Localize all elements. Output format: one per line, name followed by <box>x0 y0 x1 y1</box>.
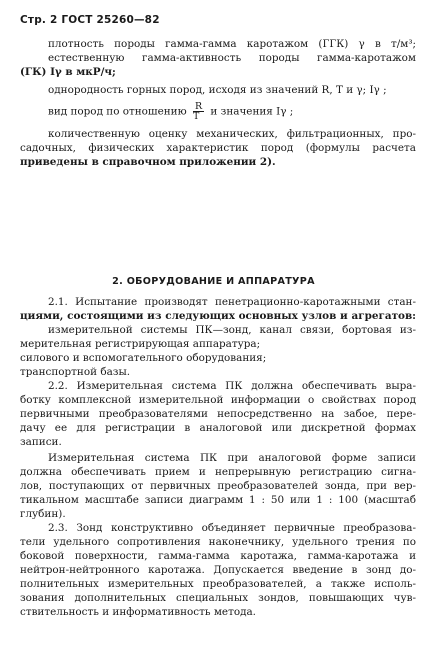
intro-line: естественную гамма-активность породы гамма-каротажом <box>48 52 416 64</box>
intro-line: (ГК) Iγ в мкР/ч; <box>20 66 116 78</box>
intro-line: плотность породы гамма-гамма каротажом (ГГК) γ в т/м³; <box>48 38 416 50</box>
body-line: ботку комплексной измерительной информации о свойствах пород <box>20 394 416 406</box>
body-line: глубин). <box>20 508 66 520</box>
body-line: тели удельного сопротивления наконечнику, удельного трения по <box>20 536 416 548</box>
page-header: Стр. 2 ГОСТ 25260—82 <box>20 14 160 26</box>
body-line: лов, поступающих от первичных преобразователей зонда, при вер- <box>20 480 416 492</box>
intro-text: и значения Iγ ; <box>210 105 294 118</box>
intro-ratio-line <box>20 102 416 121</box>
intro-line: однородность горных пород, исходя из значений R, T и γ; Iγ ; <box>48 84 387 96</box>
body-line: силового и вспомогательного оборудования; <box>20 352 267 364</box>
body-line: измерительной системы ПК—зонд, канал связи, бортовая из- <box>48 324 416 336</box>
intro-line: приведены в справочном приложении 2). <box>20 156 276 168</box>
body-line: тикальном масштабе записи диаграмм 1 : 50 или 1 : 100 (масштаб <box>20 494 416 506</box>
ratio-fraction <box>193 102 204 121</box>
body-line: боковой поверхности, гамма-гамма каротажа, гамма-каротажа и <box>20 550 416 562</box>
fraction-numerator: R <box>194 101 203 112</box>
body-line: дачу ее для регистрации в аналоговой или дискретной формах <box>20 422 416 434</box>
body-line: циями, состоящими из следующих основных узлов и агрегатов: <box>20 310 416 322</box>
body-line: нейтрон-нейтронного каротажа. Допускается введение в зонд до- <box>20 564 416 576</box>
intro-text: вид пород по отношению <box>48 105 187 118</box>
body-line: зования дополнительных специальных зондов, повышающих чув- <box>20 592 416 604</box>
body-line: 2.1. Испытание производят пенетрационно-каротажными стан- <box>48 296 416 308</box>
body-line: должна обеспечивать прием и непрерывную регистрацию сигна- <box>20 466 416 478</box>
body-line: мерительная регистрирующая аппаратура; <box>20 338 261 350</box>
body-line: Измерительная система ПК при аналоговой форме записи <box>48 452 416 464</box>
body-line: полнительных измерительных преобразователей, а также исполь- <box>20 578 416 590</box>
body-line: ствительность и информативность метода. <box>20 606 256 618</box>
fraction-denominator: T <box>192 111 200 122</box>
body-line: транспортной базы. <box>20 366 131 378</box>
section-title: 2. ОБОРУДОВАНИЕ И АППАРАТУРА <box>112 276 315 287</box>
intro-line: садочных, физических характеристик пород (формулы расчета <box>20 142 416 154</box>
body-line: 2.2. Измерительная система ПК должна обеспечивать выра- <box>48 380 416 392</box>
intro-line: количественную оценку механических, фильтрационных, про- <box>48 128 416 140</box>
body-line: первичными преобразователями непосредственно на забое, пере- <box>20 408 416 420</box>
body-line: записи. <box>20 436 62 448</box>
body-line: 2.3. Зонд конструктивно объединяет первичные преобразова- <box>48 522 416 534</box>
